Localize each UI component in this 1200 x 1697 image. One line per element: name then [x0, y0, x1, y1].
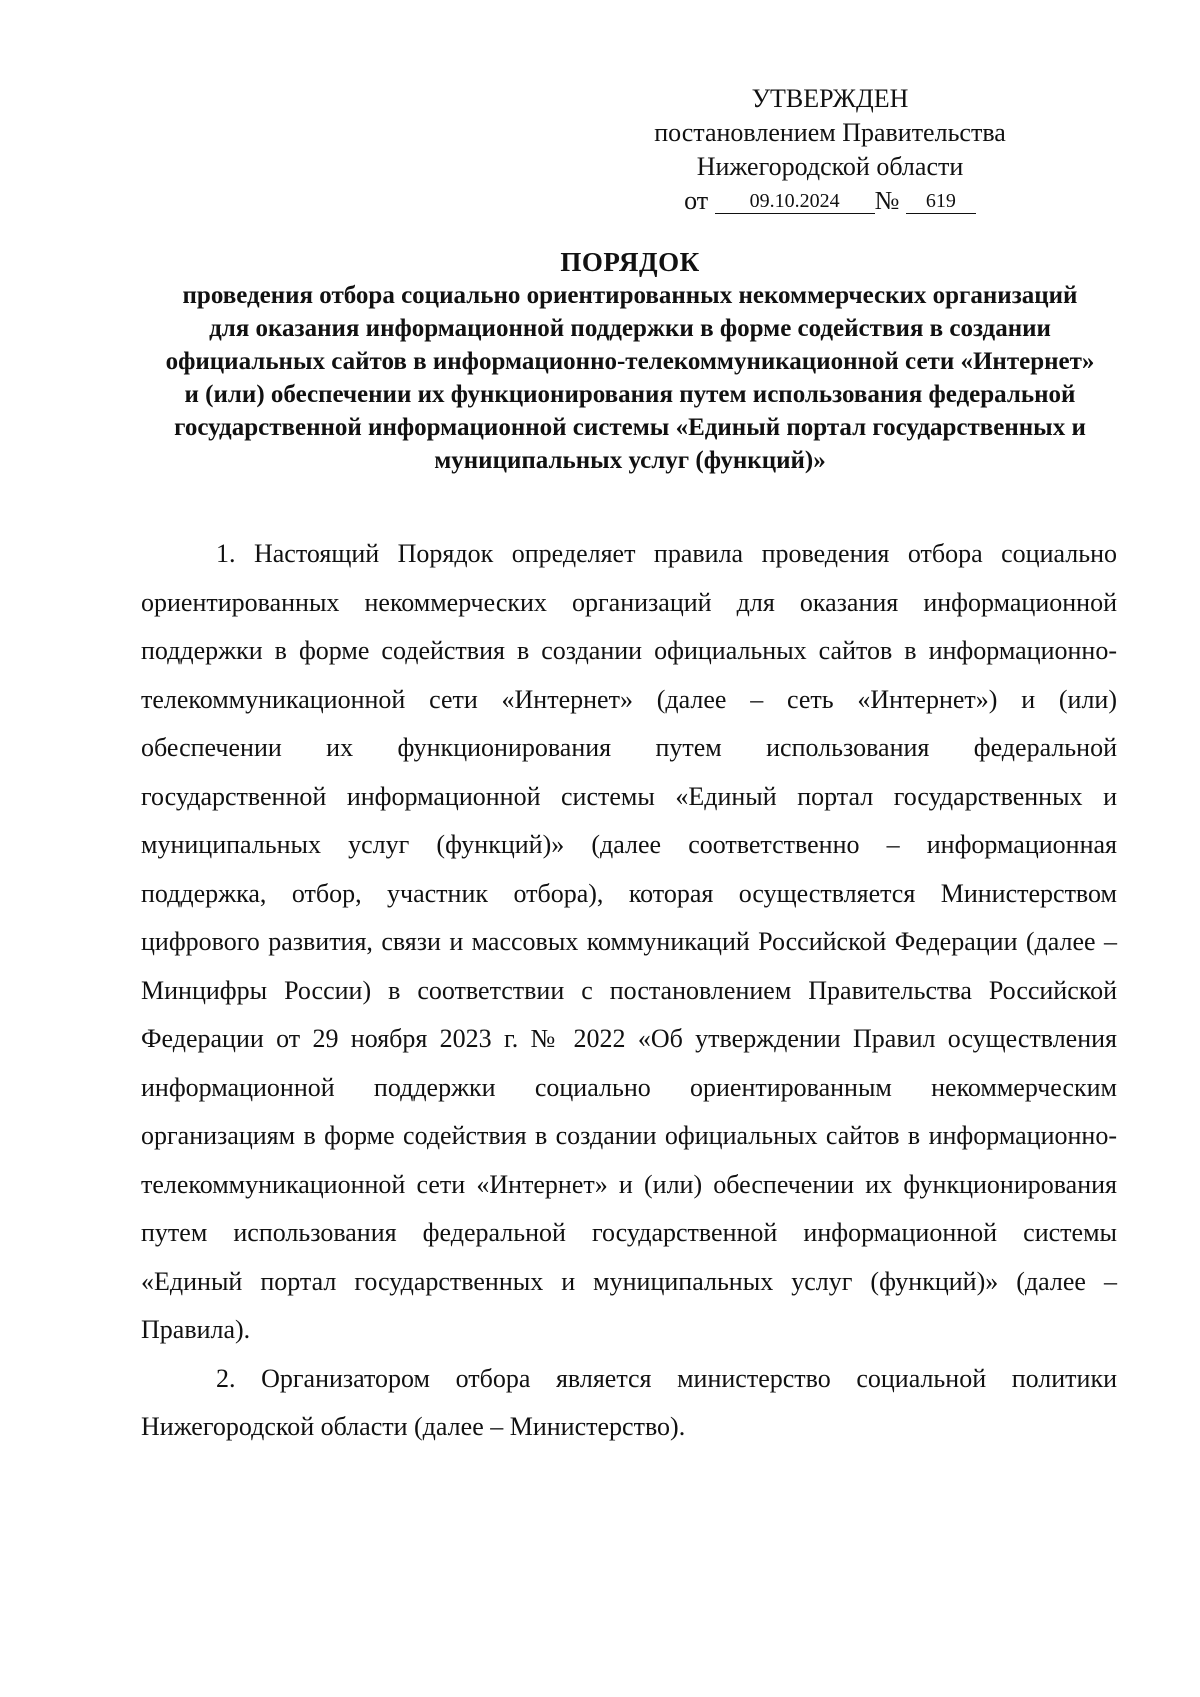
paragraph-1: 1. Настоящий Порядок определяет правила проведения отбора социально ориентированных некоммерческих организаций для оказания информационной поддержки в форме содействия в создании официальных сайтов в информационно-телекоммуникационной сети «Интернет» (далее – сеть «Интернет») и (или) обеспечении их функционирования путем использования федеральной государственной информационной системы «Единый портал государственных и муниципальных услуг (функций)» (далее соответственно – информационная поддержка, отбор, участник отбора), которая осуществляется Министерством цифрового развития, связи и массовых коммуникаций Российской Федерации (далее – Минцифры России) в соответствии с постановлением Правительства Российской Федерации от 29 ноября 2023 г. № 2022 «Об утверждении Правил осуществления информационной поддержки социально ориентированным некоммерческим организациям в форме содействия в создании официальных сайтов в информационно-телекоммуникационной сети «Интернет» и (или) обеспечении их функционирования путем использования федеральной государственной информационной системы «Единый портал государственных и муниципальных услуг (функций)» (далее – Правила). — [141, 539, 1117, 1344]
approval-stamp — [620, 82, 1040, 218]
date-prefix: от — [684, 186, 709, 215]
approval-region-line: Нижегородской области — [696, 152, 964, 181]
document-title: ПОРЯДОК — [560, 247, 700, 277]
document-subtitle: проведения отбора социально ориентированных некоммерческих организаций для оказания информационной поддержки в форме содействия в создании официальных сайтов в информационно-телекоммуникационной сети «Интернет» и (или) обеспечении их функционирования путем использования федеральной государственной информационной системы «Единый портал государственных и муниципальных услуг (функций)» — [165, 282, 1095, 474]
paragraph-2: 2. Организатором отбора является министерство социальной политики Нижегородской области (далее – Министерство). — [141, 1363, 1117, 1441]
approval-number: 619 — [906, 189, 976, 214]
document-body — [141, 530, 1117, 1452]
approval-heading: УТВЕРЖДЕН — [751, 84, 909, 113]
number-prefix: № — [874, 186, 900, 215]
approval-decree-line: постановлением Правительства — [654, 118, 1006, 147]
approval-date: 09.10.2024 — [715, 189, 875, 214]
approval-date-line — [620, 184, 1040, 218]
title-block — [140, 245, 1120, 477]
